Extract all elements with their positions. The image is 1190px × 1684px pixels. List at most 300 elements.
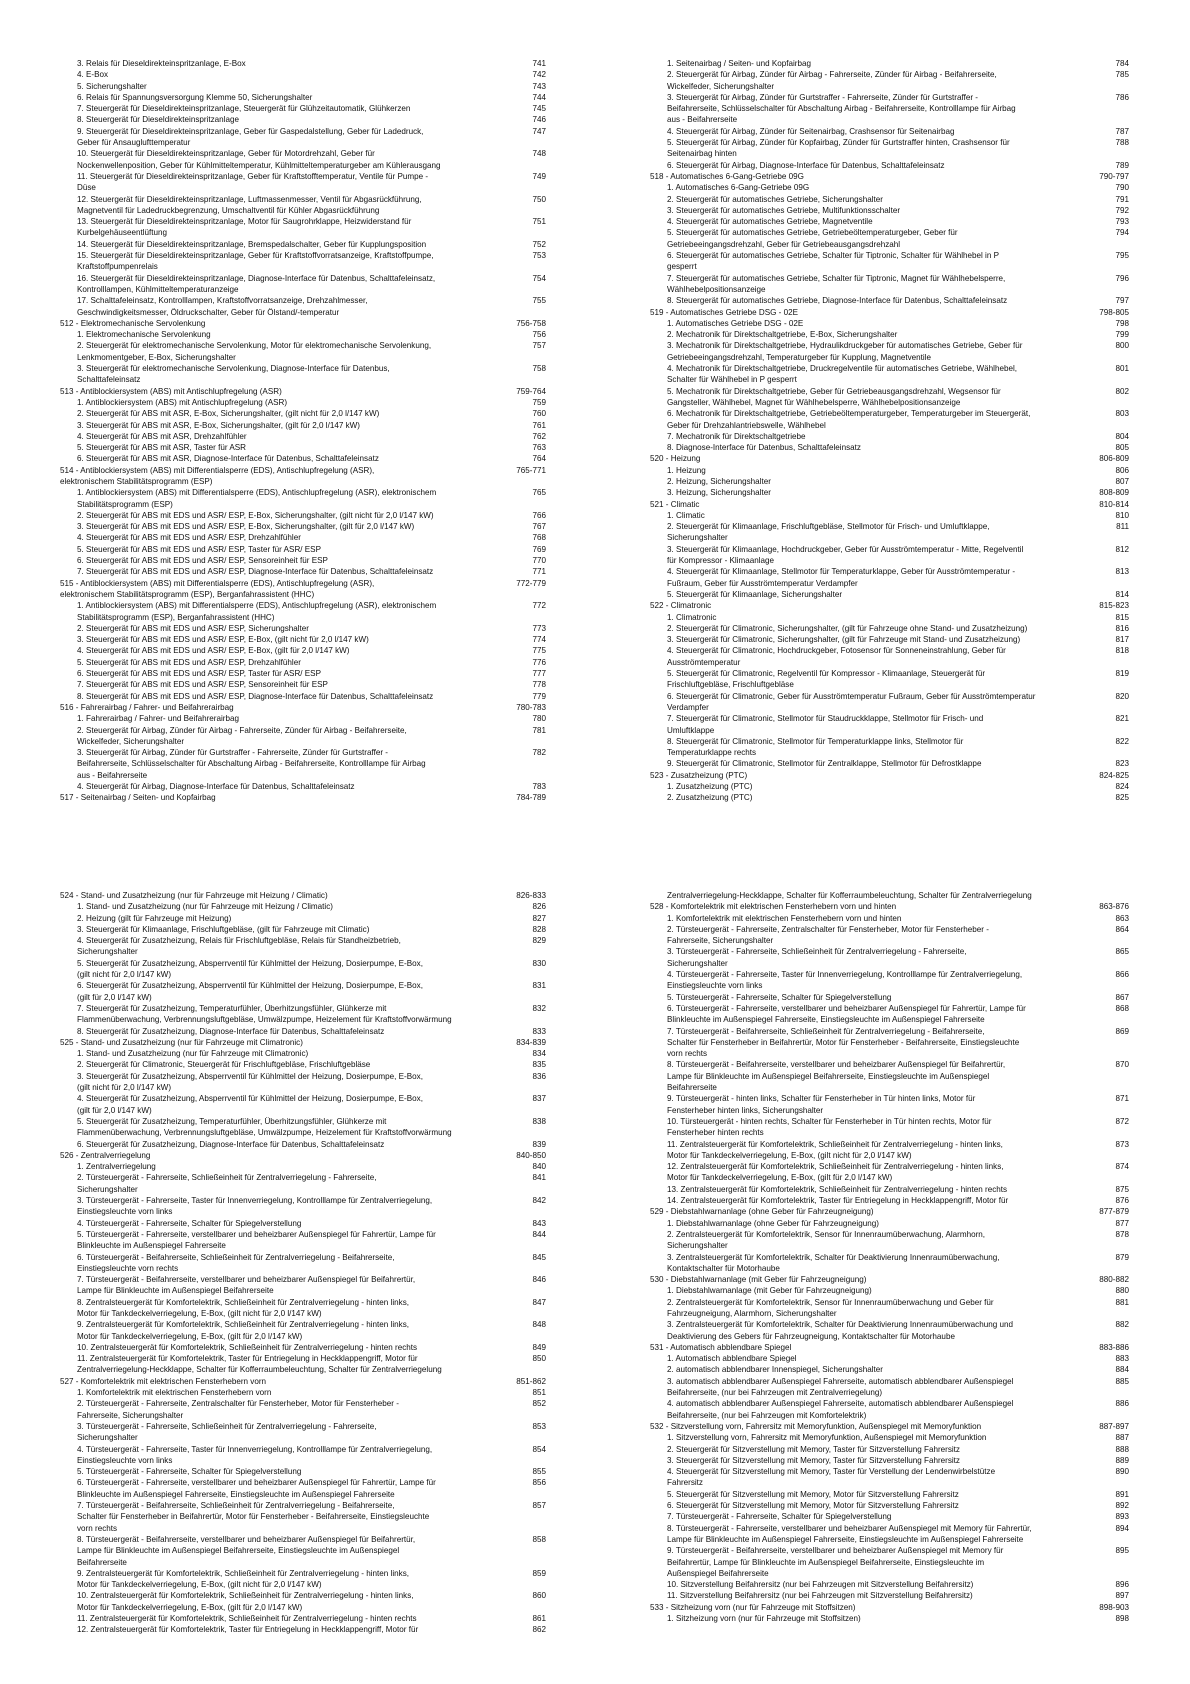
toc-page-number: 778 <box>532 680 546 690</box>
toc-entry-title: 527 - Komfortelektrik mit elektrischen Fensterhebern vorn <box>60 1376 267 1386</box>
toc-entry <box>650 992 1129 1003</box>
toc-page-number: 798 <box>1115 318 1129 328</box>
toc-entry <box>60 713 546 724</box>
toc-entry-title: 8. Steuergerät für automatisches Getriebe, Diagnose-Interface für Datenbus, Schalttafeleinsatz <box>667 296 1008 306</box>
toc-entry-title: 5. Türsteuergerät - Fahrerseite, Schalter für Spiegelverstellung <box>77 1467 302 1477</box>
toc-entry <box>650 612 1129 623</box>
toc-page-number: 806-809 <box>1099 454 1129 464</box>
toc-page-number: 885 <box>1115 1376 1129 1386</box>
toc-entry-title: 4. automatisch abblendbarer Außenspiegel Fahrerseite, automatisch abblendbarer Außenspiegel Beifahrerseite, (nur bei Fahrzeugen mit Komfortelektrik) <box>667 1399 1014 1420</box>
toc-entry-title: 5. Steuergerät für ABS mit EDS und ASR/ ESP, Drehzahlfühler <box>77 657 301 667</box>
toc-entry <box>60 114 546 125</box>
toc-entry <box>60 397 546 408</box>
toc-entry <box>60 1590 546 1613</box>
toc-entry-title: 4. Steuergerät für Sitzverstellung mit Memory, Taster für Verstellung der Lendenwirbelstütze Fahrersitz <box>667 1467 996 1488</box>
toc-entry <box>60 532 546 543</box>
toc-entry <box>650 137 1129 160</box>
toc-entry-title: 2. Zentralsteuergerät für Komfortelektrik, Sensor für Innenraumüberwachung, Alarmhorn, Sicherungshalter <box>667 1229 986 1251</box>
toc-page-number: 760 <box>532 409 546 419</box>
toc-page-number: 883 <box>1115 1354 1129 1364</box>
toc-entry <box>60 1342 546 1353</box>
toc-entry <box>60 1387 546 1398</box>
toc-page-number: 897 <box>1115 1591 1129 1601</box>
toc-entry-title: 4. Steuergerät für Zusatzheizung, Relais für Frischluftgebläse, Relais für Standheizbetrieb, Sicherungshalter <box>77 936 401 957</box>
toc-entry <box>650 1229 1129 1252</box>
toc-entry <box>60 924 546 935</box>
toc-entry-title: 1. Antiblockiersystem (ABS) mit Differentialsperre (EDS), Antischlupfregelung (ASR), elektronischem Stabilitätsprogramm (ESP), Berganfahrassistent (HHC) <box>77 601 437 622</box>
toc-entry <box>650 318 1129 329</box>
toc-entry-title: 1. Antiblockiersystem (ABS) mit Differentialsperre (EDS), Antischlupfregelung (ASR), elektronischem Stabilitätsprogramm (ESP) <box>77 488 437 509</box>
toc-entry <box>650 1218 1129 1229</box>
toc-entry-title: 3. Türsteuergerät - Fahrerseite, Schließeinheit für Zentralverriegelung - Fahrerseite, Sicherungshalter <box>667 947 967 968</box>
toc-entry <box>60 1353 546 1376</box>
toc-entry-title: 1. Stand- und Zusatzheizung (nur für Fahrzeuge mit Climatronic) <box>77 1049 309 1059</box>
toc-section-heading <box>650 770 1129 781</box>
toc-entry-title: 10. Zentralsteuergerät für Komfortelektrik, Schließeinheit für Zentralverriegelung - hinten rechts <box>77 1342 418 1352</box>
toc-column-bottom-right <box>650 890 1129 1624</box>
toc-page-number: 876 <box>1115 1196 1129 1206</box>
toc-page-number: 772-779 <box>516 578 546 588</box>
toc-page-number: 793 <box>1115 217 1129 227</box>
toc-entry-title: 2. Zentralsteuergerät für Komfortelektrik, Sensor für Innenraumüberwachung und Geber für Fahrzeugneigung, Alarmhorn, Sicherungshalter <box>667 1297 994 1318</box>
toc-page-number: 833 <box>532 1026 546 1036</box>
toc-page-number: 759 <box>532 397 546 407</box>
toc-entry <box>650 442 1129 453</box>
toc-page-number: 742 <box>532 70 546 80</box>
toc-entry-title: 6. Relais für Spannungsversorgung Klemme 50, Sicherungshalter <box>77 92 313 102</box>
toc-entry <box>650 969 1129 992</box>
toc-page-number: 808-809 <box>1099 488 1129 498</box>
toc-entry <box>650 386 1129 409</box>
toc-entry-title: 4. Steuergerät für ABS mit EDS und ASR/ ESP, E-Box, (gilt für 2,0 l/147 kW) <box>77 646 350 656</box>
toc-page-number: 795 <box>1115 251 1129 261</box>
toc-page-number: 807 <box>1115 476 1129 486</box>
toc-entry <box>60 725 546 748</box>
toc-entry-title: 3. Türsteuergerät - Fahrerseite, Taster für Innenverriegelung, Kontrolllampe für Zentralverriegelung, Einstiegsleuchte vorn links <box>77 1196 433 1217</box>
toc-page-number: 743 <box>532 81 546 91</box>
toc-page-number: 886 <box>1115 1399 1129 1409</box>
toc-page-number: 868 <box>1115 1003 1129 1013</box>
toc-entry <box>650 329 1129 340</box>
toc-page-number: 768 <box>532 533 546 543</box>
toc-entry-title: 7. Türsteuergerät - Beifahrerseite, verstellbarer und beheizbarer Außenspiegel für Beifahrertür, Lampe für Blinkleuchte im Außenspiegel Beifahrerseite <box>77 1275 416 1296</box>
toc-page-number: 764 <box>532 454 546 464</box>
toc-entry-title: 13. Steuergerät für Dieseldirekteinspritzanlage, Motor für Saugrohrklappe, Heizwiderstand für Kurbelgehäuseentlüftung <box>77 217 412 238</box>
toc-page-number: 754 <box>532 273 546 283</box>
toc-entry <box>60 1026 546 1037</box>
toc-entry-title: 13. Zentralsteuergerät für Komfortelektrik, Schließeinheit für Zentralverriegelung - hinten rechts <box>667 1184 1008 1194</box>
toc-entry-title: 6. Steuergerät für Zusatzheizung, Diagnose-Interface für Datenbus, Schalttafeleinsatz <box>77 1139 385 1149</box>
toc-entry <box>650 510 1129 521</box>
toc-entry-title: 3. Steuergerät für ABS mit ASR, E-Box, Sicherungshalter, (gilt für 2,0 l/147 kW) <box>77 420 360 430</box>
toc-entry <box>650 182 1129 193</box>
toc-entry <box>650 1059 1129 1093</box>
toc-entry <box>60 250 546 273</box>
toc-entry-title: 1. Sitzheizung vorn (nur für Fahrzeuge mit Stoffsitzen) <box>667 1614 861 1623</box>
toc-entry <box>650 1398 1129 1421</box>
toc-entry <box>60 1466 546 1477</box>
toc-entry <box>650 363 1129 386</box>
toc-entry-title: 11. Steuergerät für Dieseldirekteinspritzanlage, Geber für Kraftstofftemperatur, Ventile für Pumpe - Düse <box>77 171 429 193</box>
toc-entry-title: 1. Komfortelektrik mit elektrischen Fensterhebern vorn <box>77 1388 272 1398</box>
toc-entry-title: 4. Steuergerät für Airbag, Diagnose-Interface für Datenbus, Schalttafeleinsatz <box>77 782 355 791</box>
toc-entry-title: 1. Fahrerairbag / Fahrer- und Beifahrerairbag <box>77 714 239 724</box>
toc-page-number: 855 <box>532 1467 546 1477</box>
toc-page-number: 889 <box>1115 1455 1129 1465</box>
toc-entry-title: 531 - Automatisch abblendbare Spiegel <box>650 1342 792 1352</box>
toc-entry-title: 2. Steuergerät für Sitzverstellung mit Memory, Taster für Sitzverstellung Fahrersitz <box>667 1444 960 1454</box>
toc-entry <box>60 1139 546 1150</box>
toc-entry-title: 525 - Stand- und Zusatzheizung (nur für Fahrzeuge mit Climatronic) <box>60 1037 303 1047</box>
toc-entry <box>60 1218 546 1229</box>
toc-entry-title: 521 - Climatic <box>650 499 700 509</box>
toc-entry <box>650 1444 1129 1455</box>
toc-entry <box>650 465 1129 476</box>
toc-page-number: 813 <box>1115 567 1129 577</box>
toc-entry-title: 6. Steuergerät für Zusatzheizung, Absperrventil für Kühlmittel der Heizung, Dosierpumpe, E-Box, (gilt für 2,0 l/147 kW) <box>77 981 423 1002</box>
toc-page-number: 837 <box>532 1094 546 1104</box>
toc-section-heading <box>60 792 546 803</box>
toc-page-number: 780-783 <box>516 702 546 712</box>
toc-entry <box>60 431 546 442</box>
toc-page-number: 745 <box>532 104 546 114</box>
toc-entry <box>650 1285 1129 1296</box>
toc-page-number: 842 <box>532 1196 546 1206</box>
toc-entry <box>60 1059 546 1070</box>
toc-page-number: 880 <box>1115 1286 1129 1296</box>
toc-section-heading <box>650 1206 1129 1217</box>
toc-page-number: 784 <box>1115 59 1129 68</box>
toc-entry-title: 1. Stand- und Zusatzheizung (nur für Fahrzeuge mit Heizung / Climatic) <box>77 902 333 912</box>
toc-entry-title: 2. Steuergerät für Climatronic, Steuergerät für Frischluftgebläse, Frischluftgebläse <box>77 1060 371 1070</box>
toc-entry <box>60 58 546 69</box>
toc-section-heading <box>650 600 1129 611</box>
toc-entry-title: 4. Türsteuergerät - Fahrerseite, Taster für Innenverriegelung, Kontrolllampe für Zentralverriegelung, Einstiegsleuchte vorn links <box>77 1444 433 1465</box>
toc-entry <box>60 69 546 80</box>
toc-entry <box>650 487 1129 498</box>
toc-entry <box>650 227 1129 250</box>
toc-entry-title: 2. Steuergerät für automatisches Getriebe, Sicherungshalter <box>667 194 883 204</box>
toc-entry-title: 5. Steuergerät für automatisches Getriebe, Getriebeöltemperaturgeber, Geber für Getriebeeingangsdrehzahl, Geber für Getriebeausgangsdrehzahl <box>667 228 958 249</box>
toc-entry-title: 2. Steuergerät für elektromechanische Servolenkung, Motor für elektromechanische Servolenkung, Lenkmomentgeber, E-Box, Sicherungshalter <box>77 341 432 362</box>
toc-entry <box>650 946 1129 969</box>
toc-entry <box>650 1026 1129 1060</box>
toc-entry-title: 520 - Heizung <box>650 454 701 464</box>
toc-page-number: 834-839 <box>516 1037 546 1047</box>
toc-entry <box>60 634 546 645</box>
toc-entry-title: 11. Sitzverstellung Beifahrersitz (nur bei Fahrzeugen mit Sitzverstellung Beifahrersitz) <box>667 1591 973 1601</box>
toc-entry <box>650 194 1129 205</box>
toc-entry-title: 518 - Automatisches 6-Gang-Getriebe 09G <box>650 171 804 181</box>
toc-entry-title: 15. Steuergerät für Dieseldirekteinspritzanlage, Geber für Kraftstoffvorratsanzeige, Kraftstoffpumpe, Kraftstoffpumpenrelais <box>77 251 434 272</box>
toc-page-number: 874 <box>1115 1162 1129 1172</box>
toc-page-number: 836 <box>532 1071 546 1081</box>
toc-page-number: 786 <box>1115 92 1129 102</box>
toc-page-number: 871 <box>1115 1094 1129 1104</box>
toc-entry-title: 5. Steuergerät für Zusatzheizung, Absperrventil für Kühlmittel der Heizung, Dosierpumpe, E-Box, (gilt nicht für 2,0 l/147 kW) <box>77 958 423 980</box>
toc-entry-title: 8. Türsteuergerät - Beifahrerseite, verstellbarer und beheizbarer Außenspiegel für Beifahrertür, Lampe für Blinkleuchte im Außenspiegel Beifahrerseite, Einstiegsleuchte im Außenspiegel Beifahrerseite <box>667 1060 1006 1093</box>
toc-page-number: 826 <box>532 902 546 912</box>
toc-entry-title: 3. Steuergerät für elektromechanische Servolenkung, Diagnose-Interface für Datenbus, Schalttafeleinsatz <box>77 364 390 385</box>
toc-entry <box>650 1353 1129 1364</box>
toc-entry <box>60 1161 546 1172</box>
toc-page-number: 812 <box>1115 544 1129 554</box>
toc-entry <box>650 913 1129 924</box>
toc-entry <box>60 1297 546 1320</box>
toc-entry-title: 3. Steuergerät für Klimaanlage, Hochdruckgeber, Geber für Ausströmtemperatur - Mitte, Regelventil für Kompressor - Klimaanlage <box>667 544 1024 566</box>
toc-entry <box>650 340 1129 363</box>
toc-entry-title: 1. Komfortelektrik mit elektrischen Fensterhebern vorn und hinten <box>667 913 902 923</box>
toc-page-number: 818 <box>1115 646 1129 656</box>
toc-page-number: 877 <box>1115 1218 1129 1228</box>
toc-entry-title: 528 - Komfortelektrik mit elektrischen Fensterhebern vorn und hinten <box>650 902 897 912</box>
toc-page-number: 746 <box>532 115 546 125</box>
toc-entry <box>60 1624 546 1635</box>
toc-entry <box>650 1455 1129 1466</box>
toc-entry-title: 530 - Diebstahlwarnanlage (mit Geber für Fahrzeugneigung) <box>650 1275 867 1285</box>
toc-entry <box>650 1195 1129 1206</box>
toc-entry-title: 6. Steuergerät für Sitzverstellung mit Memory, Motor für Sitzverstellung Fahrersitz <box>667 1501 959 1511</box>
toc-entry-title: 4. E-Box <box>77 70 109 80</box>
toc-entry-title: 529 - Diebstahlwarnanlage (ohne Geber für Fahrzeugneigung) <box>650 1207 874 1217</box>
toc-entry <box>60 1093 546 1116</box>
toc-entry-title: 5. Sicherungshalter <box>77 81 147 91</box>
toc-section-heading <box>650 901 1129 912</box>
toc-entry-title: 9. Steuergerät für Dieseldirekteinspritzanlage, Geber für Gaspedalstellung, Geber für Ladedruck, Geber für Ansauglufttemperatur <box>77 126 424 148</box>
toc-page-number: 863 <box>1115 913 1129 923</box>
toc-entry-title: 6. Steuergerät für Airbag, Diagnose-Interface für Datenbus, Schalttafeleinsatz <box>667 160 945 170</box>
toc-entry-title: 3. Heizung, Sicherungshalter <box>667 488 771 498</box>
toc-entry <box>60 1195 546 1218</box>
toc-entry-title: 4. Steuergerät für Zusatzheizung, Absperrventil für Kühlmittel der Heizung, Dosierpumpe, E-Box, (gilt für 2,0 l/147 kW) <box>77 1094 423 1115</box>
toc-page-number: 751 <box>532 217 546 227</box>
toc-page-number: 763 <box>532 443 546 453</box>
toc-page-number: 781 <box>532 725 546 735</box>
toc-entry <box>60 566 546 577</box>
toc-page-number: 835 <box>532 1060 546 1070</box>
toc-page-number: 755 <box>532 296 546 306</box>
toc-entry <box>60 487 546 510</box>
toc-entry-title: 516 - Fahrerairbag / Fahrer- und Beifahrerairbag <box>60 702 234 712</box>
toc-entry-title: 5. Steuergerät für ABS mit EDS und ASR/ ESP, Taster für ASR/ ESP <box>77 544 321 554</box>
toc-page-number: 879 <box>1115 1252 1129 1262</box>
toc-entry <box>650 1297 1129 1320</box>
toc-entry <box>650 160 1129 171</box>
toc-entry <box>650 58 1129 69</box>
toc-entry <box>60 623 546 634</box>
toc-entry <box>650 250 1129 273</box>
toc-entry-title: 515 - Antiblockiersystem (ABS) mit Differentialsperre (EDS), Antischlupfregelung (ASR), elektronischem Stabilitätsprogramm (ESP), Berganfahrassistent (HHC) <box>60 578 375 599</box>
toc-entry-title: 6. Türsteuergerät - Fahrerseite, verstellbarer und beheizbarer Außenspiegel für Fahrertür, Lampe für Blinkleuchte im Außenspiegel Fahrerseite, Einstiegsleuchte im Außenspiegel Fahrerseite <box>667 1003 1026 1025</box>
toc-entry-title: 11. Zentralsteuergerät für Komfortelektrik, Schließeinheit für Zentralverriegelung - hinten rechts <box>77 1614 417 1623</box>
toc-page-number: 803 <box>1115 409 1129 419</box>
toc-entry-title: 7. Steuergerät für Zusatzheizung, Temperaturfühler, Überhitzungsfühler, Glühkerze mit Flammenüberwachung, Verbrennungsluftgebläse, Umwälzpumpe, Heizelement für Kraftstoffvorwärmung <box>77 1003 452 1025</box>
toc-entry-title: 4. Steuergerät für ABS mit EDS und ASR/ ESP, Drehzahlfühler <box>77 533 301 543</box>
toc-section-heading <box>650 1342 1129 1353</box>
toc-page-number: 877-879 <box>1099 1207 1129 1217</box>
toc-entry-title: 4. Steuergerät für Klimaanlage, Stellmotor für Temperaturklappe, Geber für Ausströmtemperatur - Fußraum, Geber für Ausströmtemperatur Verdampfer <box>667 567 1016 588</box>
toc-page-number: 756-758 <box>516 318 546 328</box>
toc-page-number: 785 <box>1115 70 1129 80</box>
toc-section-heading <box>650 1421 1129 1432</box>
toc-page-number: 806 <box>1115 465 1129 475</box>
toc-page-number: 860 <box>532 1591 546 1601</box>
toc-page-number: 814 <box>1115 589 1129 599</box>
toc-entry <box>650 1184 1129 1195</box>
toc-section-heading <box>60 890 546 901</box>
toc-page-number: 824-825 <box>1099 770 1129 780</box>
toc-page-number: 798-805 <box>1099 307 1129 317</box>
toc-section-heading <box>60 386 546 397</box>
toc-entry-title: 8. Zentralsteuergerät für Komfortelektrik, Schließeinheit für Zentralverriegelung - hinten links, Motor für Tankdeckelverriegelung, E-Box, (gilt nicht für 2,0 l/147 kW) <box>77 1297 409 1318</box>
toc-page-number: 816 <box>1115 623 1129 633</box>
toc-entry <box>60 103 546 114</box>
toc-entry <box>60 1500 546 1534</box>
toc-page-number: 780 <box>532 714 546 724</box>
toc-section-heading <box>60 578 546 601</box>
toc-entry <box>650 713 1129 736</box>
toc-page-number: 804 <box>1115 431 1129 441</box>
toc-entry-title: 7. Steuergerät für automatisches Getriebe, Schalter für Tiptronic, Magnet für Wählhebelsperre, Wählhebelpositionsanzeige <box>667 273 1006 294</box>
toc-entry <box>650 1523 1129 1546</box>
toc-page-number: 790 <box>1115 183 1129 193</box>
toc-entry-title: 5. Steuergerät für Klimaanlage, Sicherungshalter <box>667 589 843 599</box>
toc-entry-title: 8. Steuergerät für Climatronic, Stellmotor für Temperaturklappe links, Stellmotor für Temperaturklappe rechts <box>667 736 964 758</box>
toc-entry-title: 2. Türsteuergerät - Fahrerseite, Schließeinheit für Zentralverriegelung - Fahrerseite, Sicherungshalter <box>77 1173 377 1194</box>
toc-page-number: 857 <box>532 1501 546 1511</box>
toc-page-number: 819 <box>1115 669 1129 679</box>
toc-entry <box>60 92 546 103</box>
toc-entry <box>650 1116 1129 1139</box>
toc-page-number: 756 <box>532 330 546 340</box>
toc-page-number: 773 <box>532 623 546 633</box>
toc-entry <box>60 1048 546 1059</box>
toc-entry-title: 10. Steuergerät für Dieseldirekteinspritzanlage, Geber für Motordrehzahl, Geber für Nockenwellenposition, Geber für Kühlmitteltemperatur, Kühlmitteltemperaturgeber am Kühlerausgang <box>77 149 441 170</box>
toc-page-number: 834 <box>532 1049 546 1059</box>
toc-entry <box>60 1319 546 1342</box>
toc-page-number: 790-797 <box>1099 171 1129 181</box>
toc-entry-title: 8. Türsteuergerät - Fahrerseite, verstellbarer und beheizbarer Außenspiegel mit Memory für Fahrertür, Lampe für Blinkleuchte im Außenspiegel Fahrerseite, Einstiegsleuchte im Außenspiegel Fahrerseite <box>667 1523 1032 1544</box>
toc-section-heading <box>60 318 546 329</box>
toc-entry <box>650 924 1129 947</box>
toc-page-number: 849 <box>532 1342 546 1352</box>
toc-entry-title: 7. Mechatronik für Direktschaltgetriebe <box>667 431 806 441</box>
toc-entry <box>650 273 1129 296</box>
toc-entry <box>650 645 1129 668</box>
toc-entry-title: 8. Türsteuergerät - Beifahrerseite, verstellbarer und beheizbarer Außenspiegel für Beifahrertür, Lampe für Blinkleuchte im Außenspiegel Beifahrerseite, Einstiegsleuchte im Außenspiegel Beifahrerseite <box>77 1534 416 1567</box>
toc-entry-title: 12. Zentralsteuergerät für Komfortelektrik, Schließeinheit für Zentralverriegelung - hinten links, Motor für Tankdeckelverriegelung, E-Box, (gilt für 2,0 l/147 kW) <box>667 1162 1004 1183</box>
toc-entry <box>650 205 1129 216</box>
toc-page-number: 783 <box>532 782 546 791</box>
toc-entry <box>650 1579 1129 1590</box>
toc-entry-title: 4. Steuergerät für automatisches Getriebe, Magnetventile <box>667 217 873 227</box>
toc-entry-title: 2. Zusatzheizung (PTC) <box>667 793 753 803</box>
toc-page-number: 799 <box>1115 330 1129 340</box>
toc-entry <box>60 691 546 702</box>
toc-page-number: 775 <box>532 646 546 656</box>
toc-page-number: 827 <box>532 913 546 923</box>
toc-entry-title: 3. Steuergerät für automatisches Getriebe, Multifunktionsschalter <box>667 205 901 215</box>
toc-entry <box>650 634 1129 645</box>
toc-entry <box>60 194 546 217</box>
toc-page-number: 859 <box>532 1568 546 1578</box>
toc-page-number: 797 <box>1115 296 1129 306</box>
toc-page-number: 767 <box>532 522 546 532</box>
toc-page-number: 770 <box>532 556 546 566</box>
toc-entry-title: 7. Türsteuergerät - Beifahrerseite, Schließeinheit für Zentralverriegelung - Beifahrerseite, Schalter für Fensterheber in Beifahrertür, Motor für Fensterheber - Beifahrerseite, Einstiegsleuchte vorn rechts <box>667 1026 1020 1059</box>
toc-entry-title: 519 - Automatisches Getriebe DSG - 02E <box>650 307 799 317</box>
toc-page-number: 817 <box>1115 635 1129 645</box>
toc-section-heading <box>60 1037 546 1048</box>
toc-page-number: 753 <box>532 251 546 261</box>
toc-entry <box>60 1534 546 1568</box>
toc-page-number: 852 <box>532 1399 546 1409</box>
toc-entry-title: 512 - Elektromechanische Servolenkung <box>60 318 206 328</box>
toc-entry-title: 5. Steuergerät für Zusatzheizung, Temperaturfühler, Überhitzungsfühler, Glühkerze mit Flammenüberwachung, Verbrennungsluftgebläse, Umwälzpumpe, Heizelement für Kraftstoffvorwärmung <box>77 1116 452 1138</box>
toc-page-number: 830 <box>532 958 546 968</box>
toc-entry <box>650 431 1129 442</box>
toc-entry-title: 3. Türsteuergerät - Fahrerseite, Schließeinheit für Zentralverriegelung - Fahrerseite, Sicherungshalter <box>77 1421 377 1443</box>
toc-page-number: 810 <box>1115 510 1129 520</box>
toc-entry <box>60 1003 546 1026</box>
toc-page-number: 850 <box>532 1354 546 1364</box>
toc-entry <box>650 623 1129 634</box>
toc-entry-title: 2. automatisch abblendbarer Innenspiegel, Sicherungshalter <box>667 1365 883 1375</box>
toc-page-number: 881 <box>1115 1297 1129 1307</box>
toc-entry-title: 2. Steuergerät für ABS mit EDS und ASR/ ESP, E-Box, Sicherungshalter, (gilt nicht für 2,0 l/147 kW) <box>77 510 434 520</box>
toc-page-number: 792 <box>1115 205 1129 215</box>
toc-section-heading <box>60 465 546 488</box>
toc-entry-title: 1. Automatisches Getriebe DSG - 02E <box>667 318 804 328</box>
toc-entry-title: 526 - Zentralverriegelung <box>60 1150 151 1160</box>
toc-entry-title: 3. automatisch abblendbarer Außenspiegel Fahrerseite, automatisch abblendbarer Außenspiegel Beifahrerseite, (nur bei Fahrzeugen mit Zentralverriegelung) <box>667 1376 1014 1398</box>
toc-entry-title: 11. Zentralsteuergerät für Komfortelektrik, Schließeinheit für Zentralverriegelung - hinten links, Motor für Tankdeckelverriegelung, E-Box, (gilt nicht für 2,0 l/147 kW) <box>667 1139 1003 1160</box>
toc-entry <box>650 691 1129 714</box>
toc-entry <box>650 890 1129 901</box>
toc-entry-title: 2. Heizung (gilt für Fahrzeuge mit Heizung) <box>77 913 232 923</box>
toc-entry-title: 7. Steuergerät für ABS mit EDS und ASR/ ESP, Sensoreinheit für ESP <box>77 680 328 690</box>
toc-entry <box>650 1500 1129 1511</box>
toc-entry-title: 3. Relais für Dieseldirekteinspritzanlage, E-Box <box>77 59 246 68</box>
toc-entry <box>650 1376 1129 1399</box>
toc-entry <box>60 544 546 555</box>
toc-entry-title: 1. Zusatzheizung (PTC) <box>667 782 753 791</box>
toc-entry <box>60 1172 546 1195</box>
toc-entry-title: 522 - Climatronic <box>650 601 712 611</box>
toc-entry-title: 10. Zentralsteuergerät für Komfortelektrik, Schließeinheit für Zentralverriegelung - hinten links, Motor für Tankdeckelverriegelung, E-Box, (gilt für 2,0 l/147 kW) <box>77 1591 414 1612</box>
toc-section-heading <box>650 171 1129 182</box>
toc-page-number: 771 <box>532 567 546 577</box>
toc-entry-title: 1. Diebstahlwarnanlage (mit Geber für Fahrzeugneigung) <box>667 1286 872 1296</box>
toc-entry-title: 12. Zentralsteuergerät für Komfortelektrik, Taster für Entriegelung in Heckklappengriff, Motor für <box>77 1625 419 1635</box>
toc-entry <box>60 521 546 532</box>
toc-entry <box>60 657 546 668</box>
toc-entry <box>650 589 1129 600</box>
toc-page-number: 840-850 <box>516 1150 546 1160</box>
toc-entry-title: 2. Steuergerät für ABS mit ASR, E-Box, Sicherungshalter, (gilt nicht für 2,0 l/147 kW) <box>77 409 380 419</box>
toc-page-number: 873 <box>1115 1139 1129 1149</box>
toc-entry-title: 3. Steuergerät für Zusatzheizung, Absperrventil für Kühlmittel der Heizung, Dosierpumpe, E-Box, (gilt nicht für 2,0 l/147 kW) <box>77 1071 423 1093</box>
toc-page-number: 811 <box>1116 522 1129 532</box>
toc-page-number: 815 <box>1115 612 1129 622</box>
toc-entry-title: 523 - Zusatzheizung (PTC) <box>650 770 748 780</box>
toc-page-number: 800 <box>1115 341 1129 351</box>
toc-entry-title: 4. Mechatronik für Direktschaltgetriebe, Druckregelventile für automatisches Getriebe, Wählhebel, Schalter für Wählhebel in P gesperrt <box>667 364 1017 385</box>
toc-entry-title: 5. Steuergerät für Airbag, Zünder für Kopfairbag, Zünder für Gurtstraffer hinten, Crashsensor für Seitenairbag hinten <box>667 138 1010 159</box>
toc-page-number: 762 <box>532 431 546 441</box>
toc-entry-title: 2. Mechatronik für Direktschaltgetriebe, E-Box, Sicherungshalter <box>667 330 898 340</box>
toc-page-number: 838 <box>532 1116 546 1126</box>
